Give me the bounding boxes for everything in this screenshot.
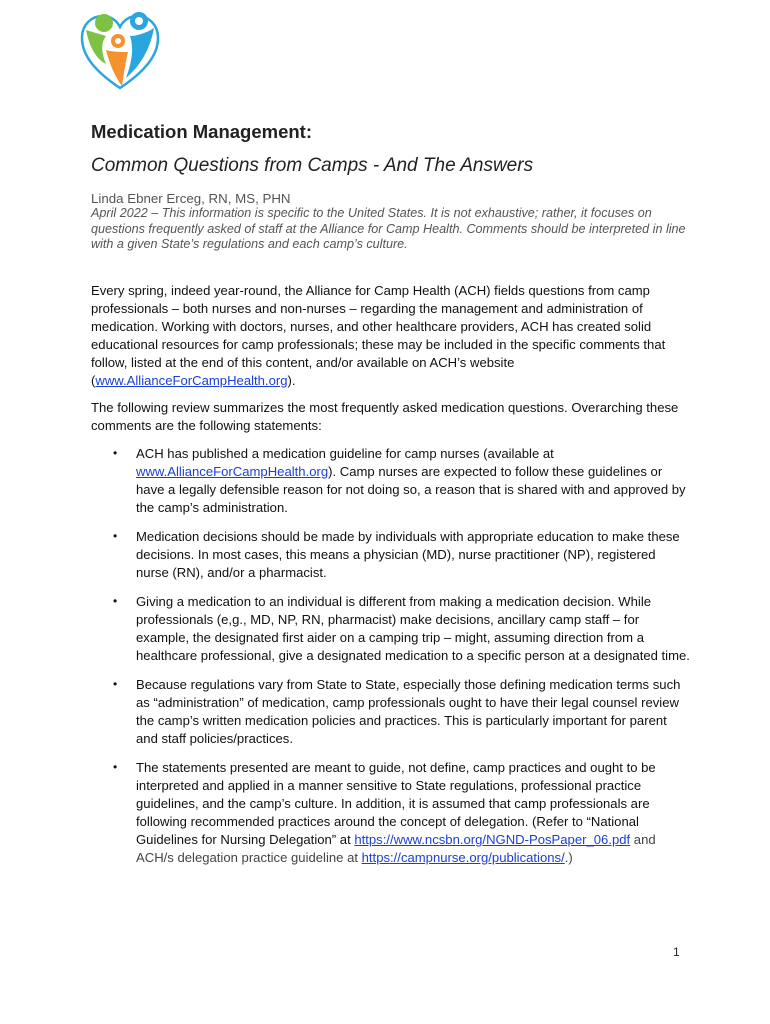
bullet-text: ACH has published a medication guideline for camp nurses (available at [136, 446, 554, 461]
logo-green-head [95, 14, 113, 32]
overview-paragraph: The following review summarizes the most frequently asked medication questions. Overarching these comments are the following statements: [91, 400, 679, 433]
bullet-text: Giving a medication to an individual is different from making a medication decision. While professionals (e,g., MD, NP, RN, pharmacist) make decisions, ancillary camp staff – for example, the designated first aider on a camping trip – might, assuming direction from a healthcare professional, give a designated medication to a specific person at a designated time. [136, 594, 690, 663]
bullet-text: Medication decisions should be made by individuals with appropriate education to make these decisions. In most cases, this means a physician (MD), nurse practitioner (NP), registered nurse (RN), and/or a pharmacist. [136, 529, 680, 580]
page-number: 1 [673, 945, 680, 959]
bullet-text: The statements presented are meant to guide, not define, camp practices and ought to be interpreted and applied in a manner sensitive to State regulations, professional practice guidelines, and the camp’s culture. In addition, it is assumed that camp professionals are following recommended practices around the concept of delegation. (Refer to “National Guidelines for Nursing Delegation” at [136, 760, 656, 847]
intro-text: Every spring, indeed year-round, the Alliance for Camp Health (ACH) fields questions from camp professionals – both nurses and non-nurses – regarding the management and administration of medication. Working with doctors, nurses, and other healthcare providers, ACH has created solid educational resources for camp professionals; these may be included in the specific comments that follow, listed at the end of this content, and/or available on ACH’s website ( [91, 283, 666, 388]
list-item [91, 528, 691, 582]
logo-blue-body [126, 28, 154, 78]
bullet-text-end: ). Camp nurses are expected to follow these guidelines or have a legally defensible reason for not doing so, a reason that is shared with and approved by the camp’s administration. [136, 464, 686, 515]
ach-guideline-link[interactable]: www.AllianceForCampHealth.org [136, 464, 329, 479]
campnurse-publications-link[interactable]: https://campnurse.org/publications/ [361, 850, 565, 865]
bullet-text-end: .) [564, 850, 573, 865]
intro-paragraph [91, 282, 681, 390]
list-item [91, 593, 691, 665]
list-item [91, 445, 691, 517]
intro-text-end: ). [287, 373, 296, 388]
list-item [91, 759, 691, 867]
bullet-icon: • [113, 594, 118, 608]
statements-list [91, 445, 691, 878]
document-author: Linda Ebner Erceg, RN, MS, PHN [91, 191, 291, 206]
bullet-icon: • [113, 529, 118, 543]
bullet-icon: • [113, 677, 118, 691]
logo-orange-ring [115, 38, 121, 44]
bullet-icon: • [113, 760, 118, 774]
ncsbn-delegation-link[interactable]: https://www.ncsbn.org/NGND-PosPaper_06.pdf [354, 832, 631, 847]
ach-website-link[interactable]: www.AllianceForCampHealth.org [95, 373, 288, 388]
document-subtitle: Common Questions from Camps - And The Answers [91, 155, 534, 176]
logo-blue-ring [135, 17, 143, 25]
document-title: Medication Management: [91, 121, 312, 142]
alliance-for-camp-health-logo [76, 6, 164, 92]
bullet-icon: • [113, 446, 118, 460]
bullet-text: Because regulations vary from State to State, especially those defining medication terms such as “administration” of medication, camp professionals ought to have their legal counsel review the camp’s written medication policies and practices. This is particularly important for parent and staff policies/practices. [136, 677, 681, 746]
bullet-text-middle: and ACH/s delegation practice guideline at [136, 832, 656, 865]
list-item [91, 676, 691, 748]
document-note: April 2022 – This information is specific to the United States. It is not exhaustive; rather, it focuses on questions frequently asked of staff at the Alliance for Camp Health. Comments should be interpreted in line with a given State’s regulations and each camp’s culture. [91, 206, 686, 251]
